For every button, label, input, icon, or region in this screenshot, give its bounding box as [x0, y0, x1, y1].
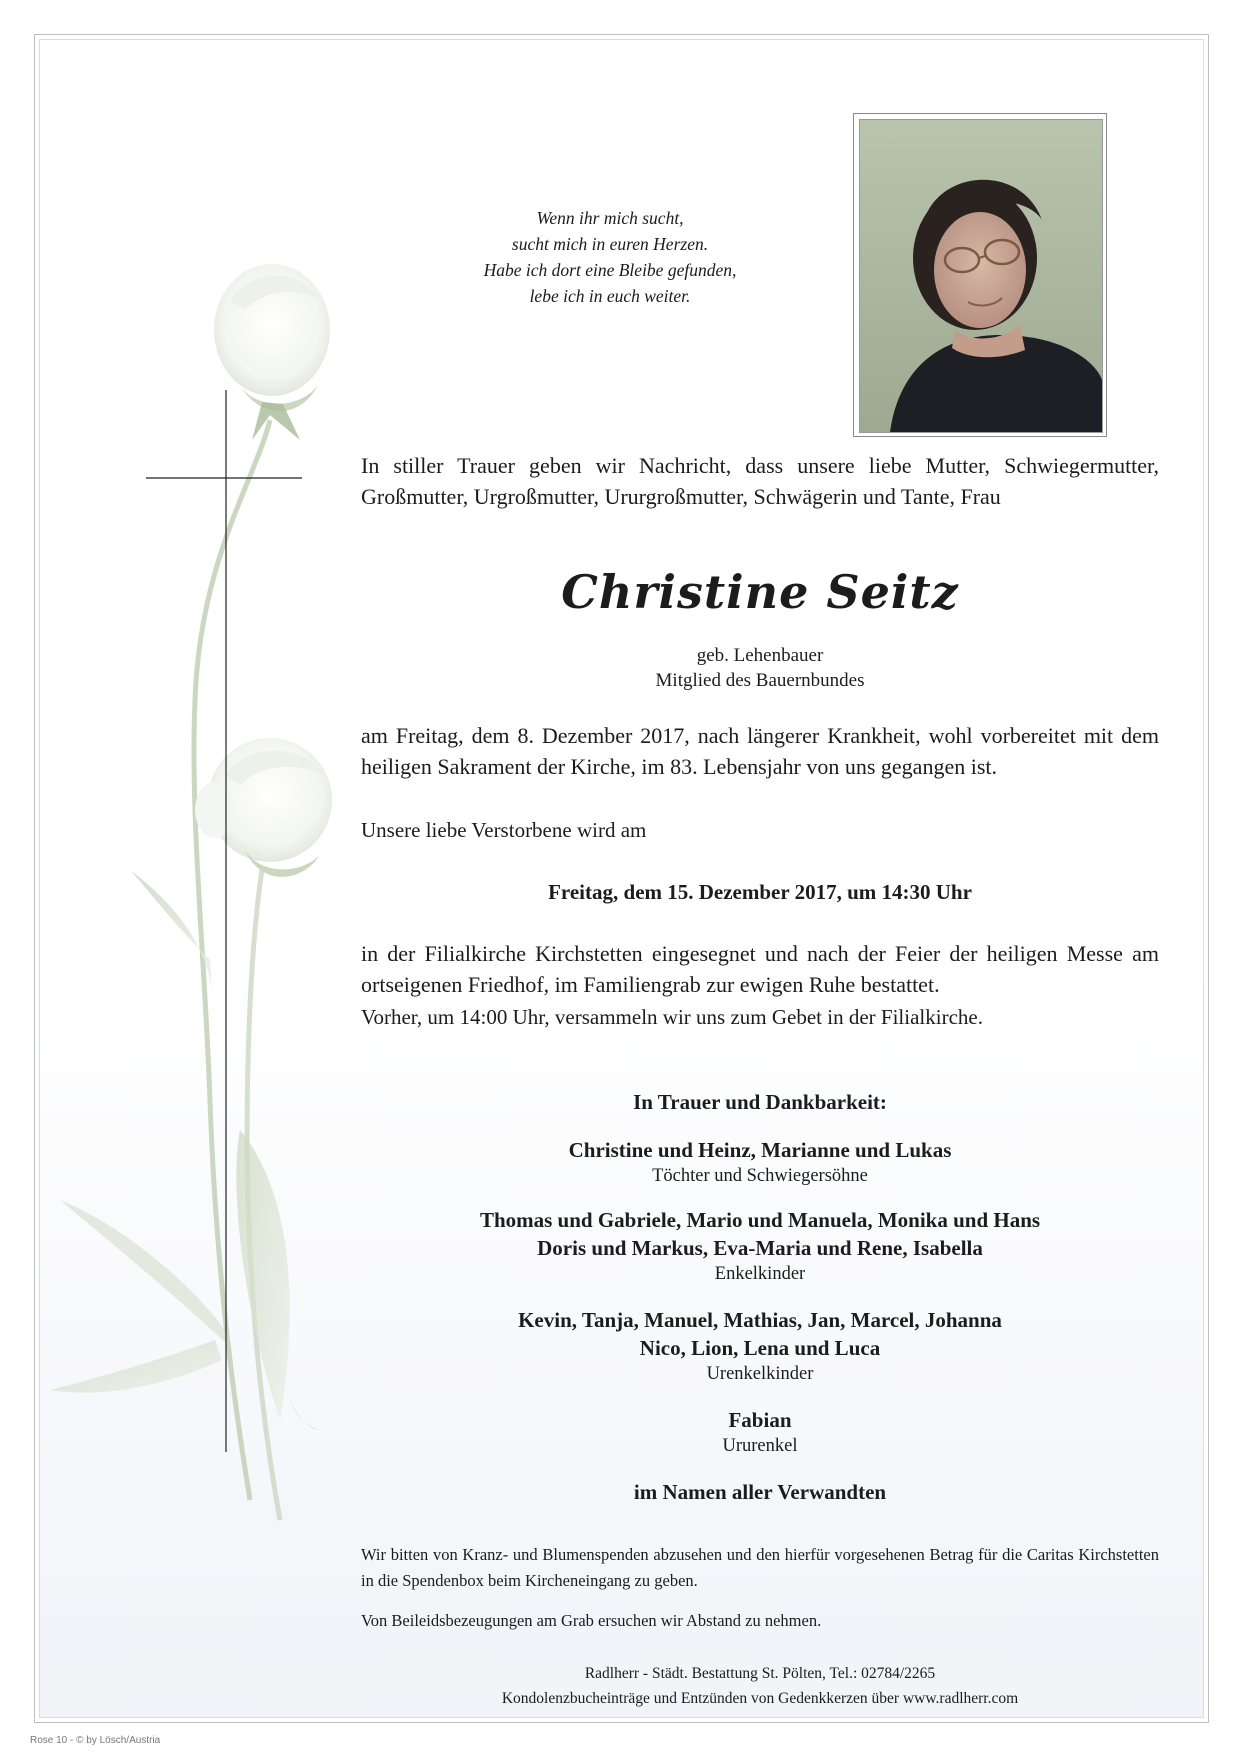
funeral-home-contact: Radlherr - Städt. Bestattung St. Pölten, Tel.: 02784/2265	[584, 1665, 936, 1682]
quote-line: Wenn ihr mich sucht,	[536, 208, 684, 228]
mourners-closing: im Namen aller Verwandten	[633, 1480, 887, 1504]
announcement-text: In stiller Trauer geben wir Nachricht, dass unsere liebe Mutter, Schwiegermutter, Großmutter, Urgroßmutter, Ururgroßmutter, Schwägerin und Tante, Frau	[361, 453, 1159, 509]
quote-line: lebe ich in euch weiter.	[529, 286, 691, 306]
donation-note: Wir bitten von Kranz- und Blumenspenden abzusehen und den hierfür vorgesehenen Betrag für die Caritas Kirchstetten in die Spendenbox beim Kircheneingang zu geben.	[361, 1545, 1159, 1590]
portrait-photo	[859, 119, 1103, 433]
condolence-website: Kondolenzbucheinträge und Entzünden von Gedenkkerzen über www.radlherr.com	[501, 1690, 1019, 1707]
mourner-relation: Urenkelkinder	[706, 1364, 814, 1384]
mourner-names: Thomas und Gabriele, Mario und Manuela, Monika und Hans	[479, 1208, 1041, 1232]
quote-line: Habe ich dort eine Bleibe gefunden,	[483, 260, 737, 280]
mourner-names: Fabian	[728, 1408, 792, 1432]
mourner-relation: Ururenkel	[722, 1436, 798, 1456]
mourner-names: Doris und Markus, Eva-Maria und Rene, Isabella	[537, 1236, 983, 1260]
portrait-photo-frame	[853, 113, 1107, 437]
birth-name: geb. Lehenbauer	[696, 645, 824, 666]
prayer-note: Vorher, um 14:00 Uhr, versammeln wir uns zum Gebet in der Filialkirche.	[361, 1005, 983, 1029]
funeral-intro: Unsere liebe Verstorbene wird am	[361, 818, 647, 842]
deceased-name: Christine Seitz	[561, 565, 959, 619]
mourner-relation: Töchter und Schwiegersöhne	[652, 1166, 868, 1186]
funeral-date: Freitag, dem 15. Dezember 2017, um 14:30 Uhr	[548, 880, 972, 904]
membership: Mitglied des Bauernbundes	[655, 670, 865, 691]
mourner-names: Christine und Heinz, Marianne und Lukas	[568, 1138, 952, 1162]
funeral-details: in der Filialkirche Kirchstetten eingesegnet und nach der Feier der heiligen Messe am ortseigenen Friedhof, im Familiengrab zur ewigen Ruhe bestattet.	[361, 941, 1159, 997]
quote-line: sucht mich in euren Herzen.	[511, 234, 709, 254]
memorial-quote	[400, 205, 820, 309]
copyright-note: Rose 10 - © by Lösch/Austria	[30, 1735, 161, 1746]
mourners-heading: In Trauer und Dankbarkeit:	[633, 1090, 887, 1114]
mourner-names: Nico, Lion, Lena und Luca	[639, 1336, 881, 1360]
mourner-relation: Enkelkinder	[714, 1264, 806, 1284]
mourner-names: Kevin, Tanja, Manuel, Mathias, Jan, Marcel, Johanna	[518, 1308, 1002, 1332]
condolence-note: Von Beileidsbezeugungen am Grab ersuchen wir Abstand zu nehmen.	[361, 1611, 822, 1630]
passing-text: am Freitag, dem 8. Dezember 2017, nach längerer Krankheit, wohl vorbereitet mit dem heiligen Sakrament der Kirche, im 83. Lebensjahr von uns gegangen ist.	[361, 723, 1159, 779]
